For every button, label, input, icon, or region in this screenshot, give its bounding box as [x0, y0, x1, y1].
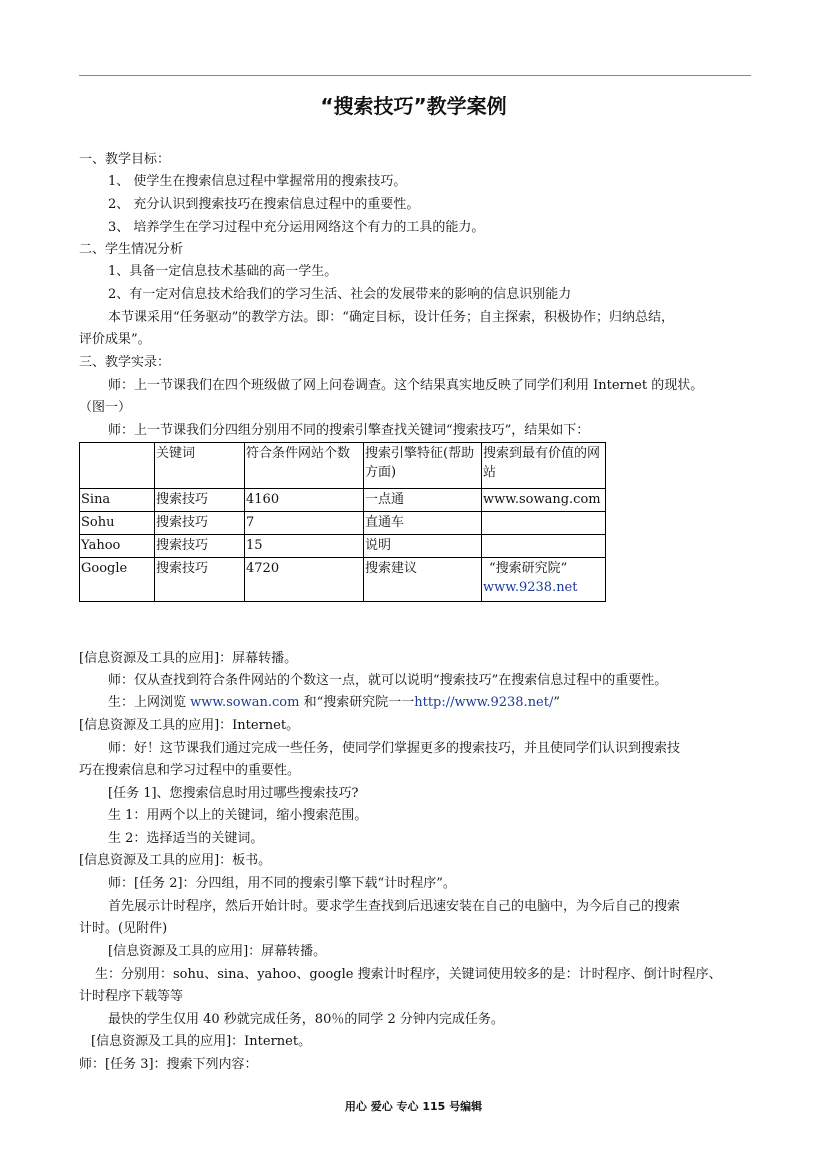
table-row: [80, 489, 606, 512]
teacher-line-2b: 巧在搜索信息和学习过程中的重要性。: [79, 763, 301, 778]
tool-note-1: [信息资源及工具的应用]：屏幕转播。: [79, 651, 298, 666]
table-cell: 7: [245, 512, 364, 535]
section-heading-goals: 一、教学目标：: [79, 152, 171, 167]
header-rule: [79, 75, 751, 76]
table-row: [80, 558, 606, 602]
table-cell: 直通车: [364, 512, 482, 535]
table-row: [80, 535, 606, 558]
site-name: “搜索研究院”: [489, 561, 568, 576]
tool-note-3: [信息资源及工具的应用]：板书。: [79, 853, 272, 868]
table-cell: 15: [245, 535, 364, 558]
results-table: [79, 442, 606, 602]
section-heading-analysis: 二、学生情况分析: [79, 242, 184, 257]
table-cell: 搜索技巧: [155, 558, 245, 602]
table-cell: Yahoo: [80, 535, 155, 558]
table-cell: Google: [80, 558, 155, 602]
goal-item-2: 2、 充分认识到搜索技巧在搜索信息过程中的重要性。: [108, 197, 420, 212]
student-browse-line: [108, 694, 560, 711]
table-cell: 搜索技巧: [155, 489, 245, 512]
task-3: 师：[任务 3]：搜索下列内容：: [79, 1057, 258, 1072]
student-search-line-a: 生：分别用：sohu、sina、yahoo、google 搜索计时程序，关键词使用较多的是：计时程序、倒计时程序、: [95, 967, 722, 982]
teacher-line-1: 师：仅从查找到符合条件网站的个数这一点，就可以说明“搜索技巧”在搜索信息过程中的重要性。: [108, 673, 668, 688]
table-header-row: [80, 443, 606, 489]
table-cell: Sina: [80, 489, 155, 512]
section-heading-record: 三、教学实录：: [79, 355, 171, 370]
paragraph-search-groups: 师：上一节课我们分四组分别用不同的搜索引擎查找关键词“搜索技巧”，结果如下：: [108, 423, 590, 438]
analysis-item-2: 2、有一定对信息技术给我们的学习生活、社会的发展带来的影响的信息识别能力: [108, 287, 572, 302]
table-cell: 4160: [245, 489, 364, 512]
method-line-2: 评价成果”。: [79, 332, 151, 347]
table-cell: Sohu: [80, 512, 155, 535]
figure-reference: （图一）: [79, 400, 132, 415]
paragraph-survey: 师：上一节课我们在四个班级做了网上问卷调查。这个结果真实地反映了同学们利用 Internet 的现状。: [108, 378, 704, 393]
method-line-1: 本节课采用“任务驱动”的教学方法。即：“确定目标，设计任务；自主探索，积极协作；归纳总结，: [108, 310, 674, 325]
goal-item-1: 1、 使学生在搜索信息过程中掌握常用的搜索技巧。: [108, 174, 407, 189]
table-cell: www.sowang.com: [482, 489, 606, 512]
task-2: 师：[任务 2]：分四组，用不同的搜索引擎下载“计时程序”。: [108, 876, 456, 891]
table-row: [80, 512, 606, 535]
page-title: “搜索技巧”教学案例: [320, 94, 507, 118]
teacher-line-2a: 师：好！这节课我们通过完成一些任务，使同学们掌握更多的搜索技巧，并且使同学们认识到搜索技: [108, 741, 681, 756]
analysis-item-1: 1、具备一定信息技术基础的高一学生。: [108, 264, 338, 279]
task-1: [任务 1]、您搜索信息时用过哪些搜索技巧?: [108, 786, 359, 801]
table-header-cell: 搜索引擎特征(帮助方面): [364, 443, 482, 489]
table-cell: 4720: [245, 558, 364, 602]
task-2-detail-a: 首先展示计时程序，然后开始计时。要求学生查找到后迅速安装在自己的电脑中，为今后自己的搜索: [108, 899, 681, 914]
table-header-cell: 关键词: [155, 443, 245, 489]
result-summary: 最快的学生仅用 40 秒就完成任务，80％的同学 2 分钟内完成任务。: [108, 1012, 504, 1027]
research-institute-link[interactable]: http://www.9238.net/: [414, 695, 554, 710]
task-2-detail-b: 计时。(见附件): [79, 921, 168, 936]
tool-note-5: [信息资源及工具的应用]：Internet。: [91, 1034, 312, 1049]
table-header-cell: [80, 443, 155, 489]
table-cell: 搜索技巧: [155, 535, 245, 558]
table-cell: 搜索技巧: [155, 512, 245, 535]
table-header-cell: 符合条件网站个数: [245, 443, 364, 489]
student-browse-mid: 和“搜索研究院一一: [299, 695, 415, 710]
table-cell: 一点通: [364, 489, 482, 512]
table-cell: [482, 512, 606, 535]
goal-item-3: 3、 培养学生在学习过程中充分运用网络这个有力的工具的能力。: [108, 220, 485, 235]
tool-note-2: [信息资源及工具的应用]：Internet。: [79, 718, 300, 733]
student-search-line-b: 计时程序下载等等: [79, 989, 184, 1004]
table-header-cell: 搜索到最有价值的网站: [482, 443, 606, 489]
page-footer: 用心 爱心 专心 115 号编辑: [344, 1100, 483, 1113]
student-browse-end: ”: [553, 695, 561, 710]
table-cell: 说明: [364, 535, 482, 558]
table-cell-google-site: [482, 558, 606, 602]
table-cell: 搜索建议: [364, 558, 482, 602]
table-cell: [482, 535, 606, 558]
site-link[interactable]: www.9238.net: [483, 580, 578, 595]
student-2-answer: 生 2：选择适当的关键词。: [108, 831, 264, 846]
student-1-answer: 生 1：用两个以上的关键词，缩小搜索范围。: [108, 808, 368, 823]
sowan-link[interactable]: www.sowan.com: [190, 695, 300, 710]
student-browse-text: 生：上网浏览: [108, 695, 191, 710]
tool-note-4: [信息资源及工具的应用]：屏幕转播。: [108, 944, 327, 959]
